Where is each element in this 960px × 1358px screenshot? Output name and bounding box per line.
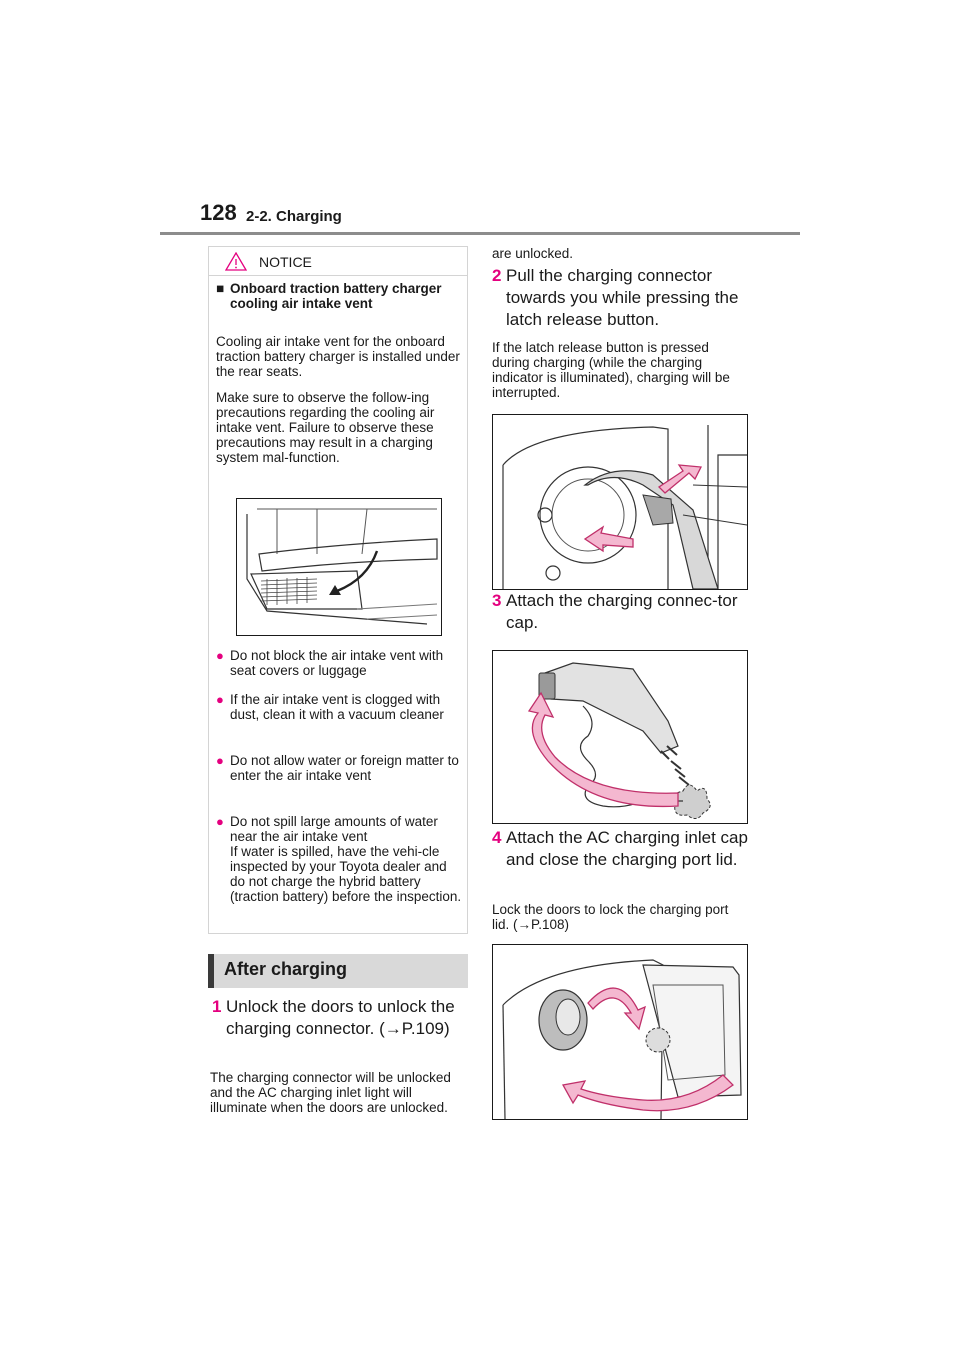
step-2-note: If the latch release button is pressed during charging (while the charging indicator is illuminated), charging will be interrupted. xyxy=(492,340,730,400)
after-charging-heading xyxy=(208,954,468,988)
step-2: 2 Pull the charging connector towards you while pressing the latch release button. xyxy=(492,266,739,329)
header-rule xyxy=(160,232,800,235)
notice-bullet-3: ● Do not allow water or foreign matter to enter the air intake vent xyxy=(216,753,459,783)
notice-subtitle-text: Onboard traction battery charger cooling air intake vent xyxy=(230,281,442,311)
square-bullet-icon: ■ xyxy=(216,281,225,296)
notice-para-2: Make sure to observe the follow-ing precautions regarding the cooling air intake vent. Failure to observe these precautions may result in a charging system mal-function. xyxy=(216,390,435,465)
notice-para-1: Cooling air intake vent for the onboard traction battery charger is installed under the rear seats. xyxy=(216,334,460,379)
step-1-note-continued: are unlocked. xyxy=(492,246,574,261)
step-3: 3 Attach the charging connec-tor cap. xyxy=(492,591,738,632)
notice-header xyxy=(209,247,467,276)
notice-bullet-4: ● Do not spill large amounts of water near the air intake vent If water is spilled, have the vehi-cle inspected by your Toyota dealer and do not charge the hybrid battery (traction battery) before the inspection. xyxy=(216,814,462,904)
bullet-dot-icon: ● xyxy=(216,648,224,663)
after-charging-title: After charging xyxy=(224,959,348,979)
page-number: 128 xyxy=(200,200,237,225)
step-1-note: The charging connector will be unlocked and the AC charging inlet light will illuminate when the doors are unlocked. xyxy=(210,1070,451,1115)
step-4-note: Lock the doors to lock the charging port lid. (→P.108) xyxy=(492,902,729,932)
rear-seat-intake-figure xyxy=(236,498,442,636)
bullet-dot-icon: ● xyxy=(216,692,224,707)
section-title: 2-2. Charging xyxy=(246,208,342,225)
heading-bar xyxy=(208,954,214,988)
connector-cap-figure xyxy=(492,650,748,824)
rear-seat-illustration xyxy=(237,499,441,635)
close-port-lid-illustration xyxy=(493,945,747,1119)
pull-connector-illustration xyxy=(493,415,747,589)
close-port-lid-figure xyxy=(492,944,748,1120)
step-4: 4 Attach the AC charging inlet cap and close the charging port lid. xyxy=(492,828,748,869)
notice-label: NOTICE xyxy=(259,254,312,270)
bullet-dot-icon: ● xyxy=(216,753,224,768)
notice-bullet-2: ● If the air intake vent is clogged with dust, clean it with a vacuum cleaner xyxy=(216,692,444,722)
pull-connector-figure xyxy=(492,414,748,590)
notice-subtitle xyxy=(216,281,464,311)
warning-triangle-icon xyxy=(225,252,247,271)
step-1: 1 Unlock the doors to unlock the charging connector. (→P.109) xyxy=(212,997,455,1038)
notice-bullet-1: ● Do not block the air intake vent with seat covers or luggage xyxy=(216,648,444,678)
connector-cap-illustration xyxy=(493,651,747,823)
bullet-dot-icon: ● xyxy=(216,814,224,829)
